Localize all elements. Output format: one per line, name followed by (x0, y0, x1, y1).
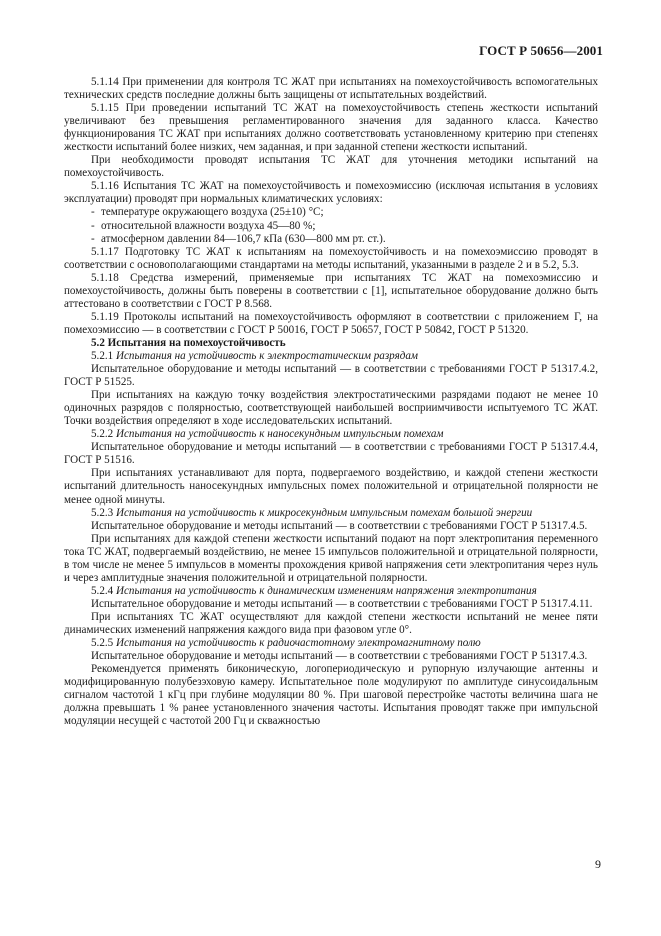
paragraph-text: При проведении испытаний ТС ЖАТ на помехоустойчивость степень жесткости испытаний увеличивают без превышения регламентированного значения для заданного класса. Качество функционирования ТС ЖАТ при испытаниях должно соответствовать установленному критерию при степенях жесткости испытаний более низких, чем заданная, и при заданной степени жесткости испытаний. (64, 102, 598, 154)
paragraph-text: Протоколы испытаний на помехоустойчивость оформляют в соответствии с приложением Г, на помехоэмиссию — в соответствии с ГОСТ Р 50016, ГОСТ Р 50657, ГОСТ Р 50842, ГОСТ Р 51320. (64, 310, 598, 336)
bullet-dash: - (91, 232, 95, 245)
subsection-title: Испытания на устойчивость к динамическим изменениям напряжения электропитания (115, 584, 537, 597)
subsection-title: Испытания на устойчивость к наносекундным импульсным помехам (115, 428, 444, 441)
list-item (64, 233, 598, 246)
paragraph-text: Испытательное оборудование и методы испытаний — в соответствии с требованиями ГОСТ Р 51317.4.4, ГОСТ Р 51516. (64, 441, 598, 467)
paragraph-text: При испытаниях для каждой степени жесткости испытаний подают на порт электропитания переменного тока ТС ЖАТ, подвергаемый воздействию, не менее 15 импульсов положительной и отрицательной полярности, в том числе не менее 5 импульсов в моменты прохождения кривой напряжения сети электропитания через нуль и через амплитудные значения положительной и отрицательной полярности. (64, 532, 598, 584)
paragraph-text: При испытаниях устанавливают для порта, подвергаемого воздействию, и каждой степени жесткости испытаний длительность наносекундных импульсных помех положительной и отрицательной полярности не менее одной минуты. (64, 467, 598, 506)
subsection-title: Испытания на устойчивость к радиочастотному электромагнитному полю (115, 637, 481, 650)
list-item (64, 220, 598, 233)
clause-number: 5.1.15 (91, 102, 119, 115)
clause-number: 5.1.16 (91, 180, 119, 193)
paragraph (64, 520, 598, 533)
subsection-title: Испытания на устойчивость к электростатическим разрядам (115, 349, 418, 362)
paragraph-text: При испытаниях на каждую точку воздействия электростатическими разрядами подают не менее 10 одиночных разрядов с полярностью, соответствующей наибольшей восприимчивости испытуемого ТС ЖАТ. Точки воздействия определяют в ходе исследовательских испытаний. (64, 389, 598, 428)
paragraph (64, 611, 598, 637)
clause-number: 5.1.19 (91, 310, 119, 323)
list-item-text: температуре окружающего воздуха (25±10) °С; (101, 206, 324, 219)
paragraph-text: Испытательное оборудование и методы испытаний — в соответствии с требованиями ГОСТ Р 51317.4.3. (91, 650, 588, 663)
clause-number: 5.2.1 (91, 349, 114, 362)
paragraph (64, 272, 598, 311)
subsection-heading (64, 428, 598, 441)
page-header-title: ГОСТ Р 50656—2001 (479, 43, 603, 58)
subsection-heading (64, 350, 598, 363)
paragraph (64, 663, 598, 728)
paragraph (64, 180, 598, 206)
paragraph-text: Подготовку ТС ЖАТ к испытаниям на помехоустойчивость и на помехоэмиссию проводят в соответствии с основополагающими стандартами на методы испытаний, указанными в разделе 2 и в 5.2, 5.3. (64, 245, 598, 271)
paragraph (64, 246, 598, 272)
paragraph (64, 363, 598, 389)
clause-number: 5.1.17 (91, 245, 119, 258)
subsection-title: Испытания на устойчивость к микросекундным импульсным помехам большой энергии (115, 506, 533, 519)
paragraph-text: При необходимости проводят испытания ТС ЖАТ для уточнения методики испытаний на помехоустойчивость. (64, 154, 598, 180)
paragraph (64, 441, 598, 467)
paragraph (64, 154, 598, 180)
paragraph-text: Рекомендуется применять биконическую, логопериодическую и рупорную излучающие антенны и модифицированную полубезэховую камеру. Испытательное поле модулируют по амплитуде синусоидальным сигналом частотой 1 кГц при глубине модуляции 80 %. При шаговой перестройке частоты величина шага не должна превышать 1 % ранее установленного значения частоты. Испытания проводят также при импульсной модуляции несущей с частотой 200 Гц и скважностью (64, 663, 598, 728)
bullet-dash: - (91, 206, 95, 219)
subsection-heading (64, 637, 598, 650)
clause-number: 5.2.3 (91, 506, 114, 519)
paragraph (64, 102, 598, 154)
paragraph-text: Испытательное оборудование и методы испытаний — в соответствии с требованиями ГОСТ Р 51317.4.11. (91, 597, 593, 610)
document-body (64, 76, 598, 728)
list-item (64, 206, 598, 219)
paragraph-text: Средства измерений, применяемые при испытаниях ТС ЖАТ на помехоэмиссию и помехоустойчивость, должны быть поверены в соответствии с [1], испытательное оборудование должно быть аттестовано в соответствии с ГОСТ Р 8.568. (64, 271, 598, 310)
list-item-text: атмосферном давлении 84—106,7 кПа (630—800 мм рт. ст.). (101, 232, 386, 245)
paragraph (64, 467, 598, 506)
paragraph-text: При применении для контроля ТС ЖАТ при испытаниях на помехоустойчивость вспомогательных технических средств последние должны быть защищены от испытательных воздействий. (64, 76, 598, 102)
clause-number: 5.1.14 (91, 76, 119, 88)
clause-number: 5.2.2 (91, 428, 114, 441)
paragraph-text: Испытательное оборудование и методы испытаний — в соответствии с требованиями ГОСТ Р 51317.4.2, ГОСТ Р 51525. (64, 363, 598, 389)
paragraph (64, 598, 598, 611)
subsection-heading (64, 585, 598, 598)
subsection-heading (64, 507, 598, 520)
clause-number: 5.2.5 (91, 637, 114, 650)
clause-number: 5.2.4 (91, 584, 114, 597)
page-number: 9 (595, 857, 601, 871)
list-item-text: относительной влажности воздуха 45—80 %; (101, 219, 316, 232)
paragraph (64, 533, 598, 585)
paragraph (64, 650, 598, 663)
paragraph-text: При испытаниях ТС ЖАТ осуществляют для каждой степени жесткости испытаний не менее пяти динамических изменений напряжения каждого вида при фазовом угле 0°. (64, 610, 598, 636)
paragraph-text: Испытания ТС ЖАТ на помехоустойчивость и помехоэмиссию (исключая испытания в условиях эксплуатации) проводят при нормальных климатических условиях: (64, 180, 598, 206)
paragraph (64, 76, 598, 102)
paragraph (64, 311, 598, 337)
clause-number: 5.1.18 (91, 271, 119, 284)
bullet-dash: - (91, 219, 95, 232)
paragraph (64, 389, 598, 428)
paragraph-text: Испытательное оборудование и методы испытаний — в соответствии с требованиями ГОСТ Р 51317.4.5. (91, 519, 588, 532)
section-heading: 5.2 Испытания на помехоустойчивость (91, 336, 286, 349)
